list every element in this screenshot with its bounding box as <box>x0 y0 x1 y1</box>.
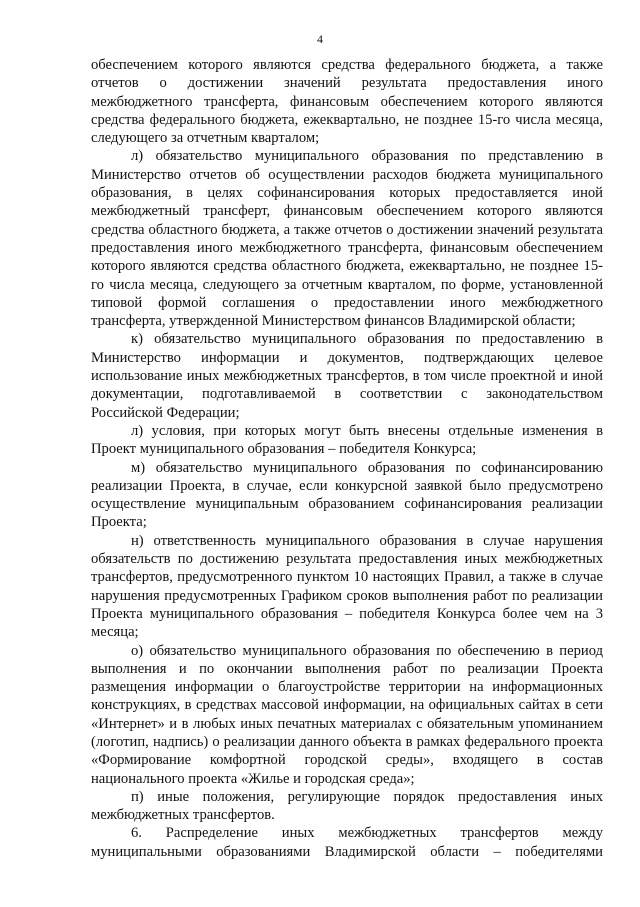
paragraph-m-cofinancing: м) обязательство муниципального образования по софинансированию реализации Проекта, в случае, если конкурсной заявкой было предусмотрено осуществление муниципальным образованием софинансирования реализации Проекта; <box>91 459 603 531</box>
paragraph-k-documents: к) обязательство муниципального образования по предоставлению в Министерство информации и документов, подтверждающих целевое использование иных межбюджетных трансфертов, в том числе проектной и иной документации, подготавливаемой в соответствии с законодательством Российской Федерации; <box>91 331 603 421</box>
paragraph-p-other: п) иные положения, регулирующие порядок предоставления иных межбюджетных трансфертов. <box>91 788 603 824</box>
paragraph-l-reports: л) обязательство муниципального образования по представлению в Министерство отчетов об осуществлении расходов бюджета муниципального образования, в целях софинансирования которых предоставляется иной межбюджетный трансферт, финансовым обеспечением которого являются средства областного бюджета, а также отчетов о достижении значений результата предоставления иного межбюджетного трансферта, финансовым обеспечением которого являются средства областного бюджета, ежеквартально, не позднее 15-го числа месяца, следующего за отчетным кварталом, по форме, установленной типовой формой соглашения о предоставлении иного межбюджетного трансферта, утвержденной Министерством финансов Владимирской области; <box>91 148 603 330</box>
paragraph-l-conditions: л) условия, при которых могут быть внесены отдельные изменения в Проект муниципального образования – победителя Конкурса; <box>91 422 603 458</box>
paragraph-6-distribution: 6. Распределение иных межбюджетных трансфертов между муниципальными образованиями Владимирской области – победителями <box>91 825 603 860</box>
paragraph-o-information: о) обязательство муниципального образования по обеспечению в период выполнения и по окончании выполнения работ по реализации Проекта размещения информации о благоустройстве территории на информационных конструкциях, в средствах массовой информации, на официальных сайтах в сети «Интернет» и в любых иных печатных материалах с обязательным упоминанием (логотип, надпись) о реализации данного объекта в рамках федерального проекта «Формирование комфортной городской среды», входящего в состав национального проекта «Жилье и городская среда»; <box>91 642 603 787</box>
page-number: 4 <box>317 32 323 46</box>
paragraph-n-responsibility: н) ответственность муниципального образования в случае нарушения обязательств по достижению результата предоставления иных межбюджетных трансфертов, предусмотренного пунктом 10 настоящих Правил, а также в случае нарушения предусмотренных Графиком сроков выполнения работ по реализации Проекта муниципального образования – победителя Конкурса более чем на 3 месяца; <box>91 532 603 641</box>
document-body <box>91 56 603 861</box>
paragraph-continuation: обеспечением которого являются средства федерального бюджета, а также отчетов о достижении значений результата предоставления иного межбюджетного трансферта, финансовым обеспечением которого являются средства федерального бюджета, ежеквартально, не позднее 15-го числа месяца, следующего за отчетным кварталом; <box>91 57 603 147</box>
